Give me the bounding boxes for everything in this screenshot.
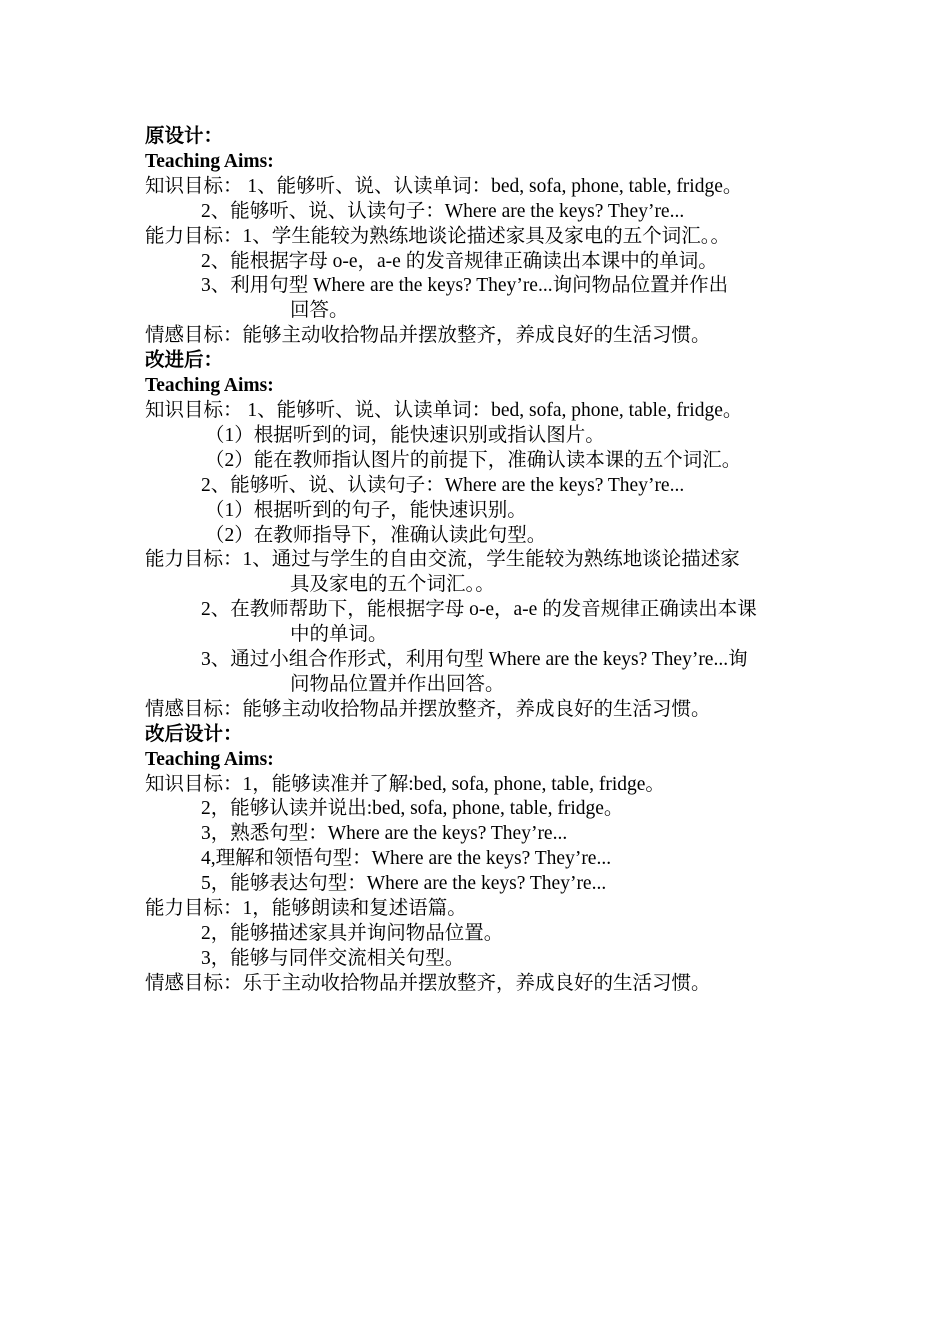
- document-page: [145, 125, 815, 997]
- ability-line: 2，能够描述家具并询问物品位置。: [201, 923, 504, 944]
- section-heading-improved: 改进后：: [145, 350, 224, 372]
- ability-line: 2、在教师帮助下，能根据字母 o-e，a-e 的发音规律正确读出本课: [201, 599, 757, 621]
- ability-line: 3，能够与同伴交流相关句型。: [201, 947, 465, 969]
- aims-title-original: Teaching Aims:: [145, 150, 274, 172]
- aims-title-revised: Teaching Aims:: [145, 748, 274, 770]
- knowledge-line: 2，能够认读并说出:bed, sofa, phone, table, fridge。: [201, 798, 624, 820]
- knowledge-line: 2、能够听、说、认读句子：Where are the keys? They’re...: [201, 200, 685, 222]
- knowledge-line: 知识目标： 1、能够听、说、认读单词：bed, sofa, phone, table, fridge。: [145, 175, 743, 197]
- ability-line: 能力目标：1、通过与学生的自由交流，学生能较为熟练地谈论描述家: [145, 549, 740, 571]
- knowledge-subline: （2）在教师指导下，准确认读此句型。: [205, 524, 547, 546]
- ability-line: 具及家电的五个词汇。。: [290, 574, 495, 596]
- emotion-line: 情感目标：能够主动收拾物品并摆放整齐，养成良好的生活习惯。: [145, 325, 711, 347]
- section-heading-revised: 改后设计：: [145, 723, 243, 745]
- knowledge-line: 知识目标： 1、能够听、说、认读单词：bed, sofa, phone, table, fridge。: [145, 399, 743, 421]
- knowledge-line: 3，熟悉句型：Where are the keys? They’re...: [201, 823, 568, 845]
- ability-line: 问物品位置并作出回答。: [290, 673, 505, 695]
- ability-line: 回答。: [290, 300, 349, 322]
- ability-line: 3、通过小组合作形式，利用句型 Where are the keys? They’re...询: [201, 649, 748, 671]
- emotion-line: 情感目标：乐于主动收拾物品并摆放整齐，养成良好的生活习惯。: [145, 972, 711, 994]
- emotion-line: 情感目标：能够主动收拾物品并摆放整齐，养成良好的生活习惯。: [145, 698, 711, 720]
- knowledge-line: 5，能够表达句型：Where are the keys? They’re...: [201, 873, 607, 895]
- knowledge-subline: （1）根据听到的句子，能快速识别。: [205, 499, 527, 521]
- knowledge-line: 2、能够听、说、认读句子：Where are the keys? They’re...: [201, 474, 685, 496]
- aims-title-improved: Teaching Aims:: [145, 375, 274, 397]
- ability-line: 3、利用句型 Where are the keys? They’re...询问物品位置并作出: [201, 275, 729, 297]
- ability-line: 能力目标：1、学生能较为熟练地谈论描述家具及家电的五个词汇。。: [145, 225, 731, 247]
- ability-line: 能力目标：1，能够朗读和复述语篇。: [145, 898, 467, 920]
- knowledge-line: 4,理解和领悟句型：Where are the keys? They’re...: [201, 848, 612, 870]
- knowledge-subline: （2）能在教师指认图片的前提下，准确认读本课的五个词汇。: [205, 449, 742, 471]
- ability-line: 2、能根据字母 o-e，a-e 的发音规律正确读出本课中的单词。: [201, 250, 718, 272]
- knowledge-subline: （1）根据听到的词，能快速识别或指认图片。: [205, 424, 605, 446]
- ability-line: 中的单词。: [290, 624, 388, 646]
- knowledge-line: 知识目标：1，能够读准并了解:bed, sofa, phone, table, fridge。: [145, 773, 665, 795]
- section-heading-original: 原设计：: [145, 126, 224, 147]
